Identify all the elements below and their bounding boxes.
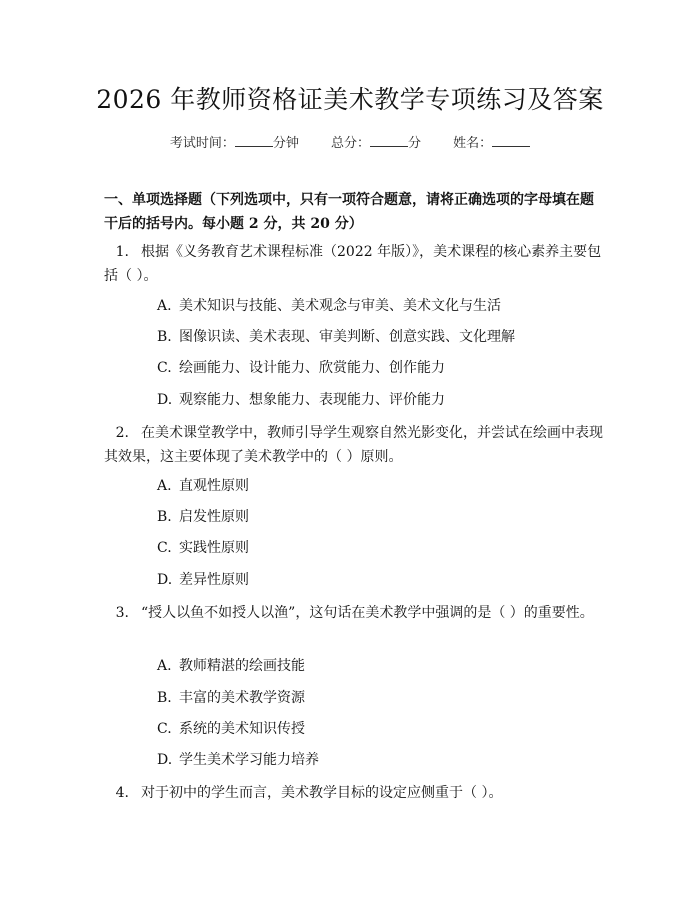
option-item	[157, 750, 597, 770]
option-text: 丰富的美术教学资源	[179, 690, 305, 706]
option-letter: C.	[157, 360, 172, 376]
question-stem	[104, 240, 604, 288]
total-score-unit: 分	[408, 136, 422, 151]
name-field	[453, 136, 530, 151]
name-label: 姓名：	[453, 136, 493, 151]
option-letter: D.	[157, 392, 173, 408]
option-letter: A.	[157, 478, 172, 494]
option-text: 学生美术学习能力培养	[179, 752, 319, 768]
option-text: 美术知识与技能、美术观念与审美、美术文化与生活	[179, 298, 501, 314]
option-text: 系统的美术知识传授	[179, 721, 305, 737]
question-stem	[104, 601, 604, 625]
question-number: 3.	[115, 605, 129, 621]
option-item	[157, 507, 597, 527]
option-item	[157, 327, 597, 347]
option-letter: D.	[157, 572, 173, 588]
option-item	[157, 719, 597, 739]
option-letter: A.	[157, 658, 172, 674]
option-item	[157, 538, 597, 558]
name-blank	[492, 134, 530, 147]
total-score-field	[331, 136, 421, 151]
option-item	[157, 476, 597, 496]
question-number: 4.	[115, 785, 129, 801]
question-stem	[104, 421, 604, 469]
option-letter: D.	[157, 752, 173, 768]
option-letter: C.	[157, 721, 172, 737]
total-score-label: 总分：	[330, 136, 370, 151]
option-item	[157, 570, 597, 590]
option-item	[157, 358, 597, 378]
option-item	[157, 296, 597, 316]
question-number: 1.	[115, 244, 129, 260]
question-text: 根据《义务教育艺术课程标准（2022 年版）》，美术课程的核心素养主要包括（ ）。	[104, 244, 602, 284]
option-item	[157, 390, 597, 410]
question-text: “授人以鱼不如授人以渔”，这句话在美术教学中强调的是（ ）的重要性。	[141, 605, 594, 621]
total-score-blank	[370, 134, 408, 147]
option-letter: C.	[157, 540, 172, 556]
option-letter: B.	[157, 329, 172, 345]
option-text: 教师精湛的绘画技能	[179, 658, 305, 674]
option-letter: B.	[157, 509, 172, 525]
question-text: 对于初中的学生而言，美术教学目标的设定应侧重于（ ）。	[141, 785, 503, 801]
exam-time-field	[170, 136, 299, 151]
exam-time-unit: 分钟	[272, 136, 299, 151]
option-text: 直观性原则	[179, 478, 249, 494]
option-text: 观察能力、想象能力、表现能力、评价能力	[179, 392, 445, 408]
option-text: 绘画能力、设计能力、欣赏能力、创作能力	[179, 360, 445, 376]
section-heading: 一、单项选择题（下列选项中，只有一项符合题意，请将正确选项的字母填在题干后的括号内。每小题 2 分，共 20 分）	[104, 192, 594, 232]
option-letter: B.	[157, 690, 172, 706]
option-item	[157, 656, 597, 676]
question-number: 2.	[115, 425, 129, 441]
exam-time-label: 考试时间：	[169, 136, 235, 151]
option-text: 启发性原则	[179, 509, 249, 525]
question-stem	[104, 781, 604, 805]
question-text: 在美术课堂教学中，教师引导学生观察自然光影变化，并尝试在绘画中表现其效果，这主要体现了美术教学中的（ ）原则。	[104, 425, 603, 465]
exam-meta	[0, 132, 700, 151]
option-text: 差异性原则	[179, 572, 249, 588]
option-letter: A.	[157, 298, 172, 314]
option-item	[157, 688, 597, 708]
option-text: 图像识读、美术表现、审美判断、创意实践、文化理解	[179, 329, 515, 345]
option-text: 实践性原则	[179, 540, 249, 556]
exam-time-blank	[235, 134, 273, 147]
document-title: 2026 年教师资格证美术教学专项练习及答案	[96, 85, 604, 114]
